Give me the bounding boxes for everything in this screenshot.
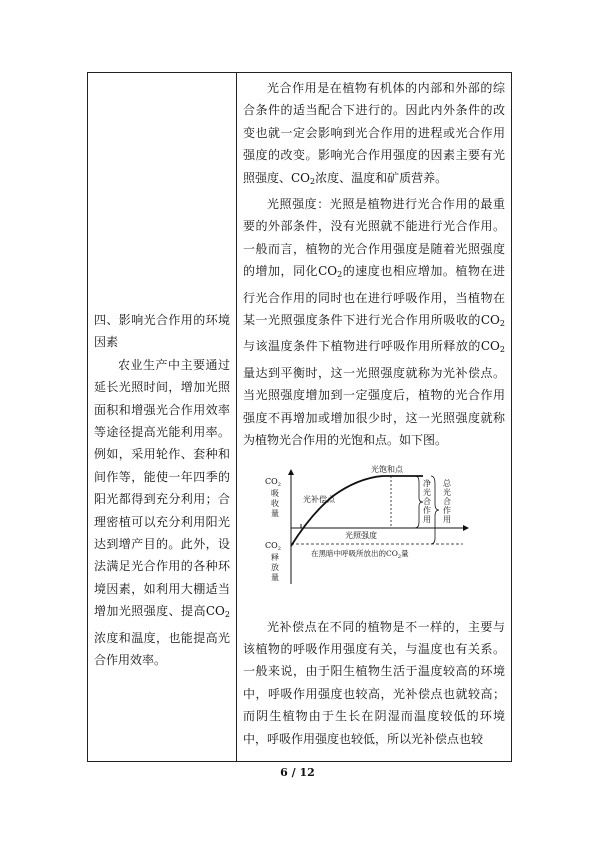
paragraph-light-intensity: 光照强度：光照是植物进行光合作用的最重要的外部条件，没有光照就不能进行光合作用。一般而言，植物的光合作用强度是随着光照强度的增加，同化$CO_2$的速度也相应增加。植物在进行光合作用的同时也在进行呼吸作用，当植物在某一光照强度条件下进行光合作用所吸收的$CO_2$与该温度条件下植物进行呼吸作用所释放的$CO_2$量达到平衡时，这一光照强度就称为光补偿点。当光照强度增加到一定强度后，植物的光合作用强度不再增加或增加很少时，这一光照强度就称为植物光合作用的光饱和点。如下图。 bbox=[243, 197, 505, 448]
light-response-diagram bbox=[263, 464, 483, 590]
left-column-text bbox=[94, 309, 230, 672]
x-axis-label: 光照强度 bbox=[345, 530, 377, 540]
total-label: 总光合作用 bbox=[443, 478, 451, 524]
light-response-figure bbox=[243, 464, 505, 590]
content-table bbox=[87, 72, 512, 762]
y-up-label-rest: 吸收量 bbox=[271, 488, 279, 518]
y-down-label: $CO_2$ bbox=[265, 540, 281, 552]
paragraph-intro: 光合作用是在植物有机体的内部和外部的综合条件的适当配合下进行的。因此内外条件的改变也就一定会影响到光合作用的进程或光合作用强度的改变。影响光合作用强度的因素主要有光照强度、$CO_2$浓度、温度和矿质营养。 bbox=[243, 81, 505, 186]
y-down-label-rest: 释放量 bbox=[271, 552, 279, 582]
left-column-cell bbox=[88, 73, 237, 762]
right-column-cell bbox=[237, 73, 512, 762]
net-brace bbox=[415, 476, 423, 528]
dark-respiration-label: 在黑暗中呼吸所放出的$CO_2$量 bbox=[311, 548, 409, 560]
compensation-label: 光补偿点 bbox=[303, 494, 335, 504]
section-heading: 四、影响光合作用的环境因素 bbox=[94, 313, 230, 350]
net-label: 净光合作用 bbox=[423, 478, 431, 524]
saturation-label: 光饱和点 bbox=[371, 464, 403, 474]
y-up-label: $CO_2$ bbox=[265, 476, 281, 488]
section-body: 农业生产中主要通过延长光照时间，增加光照面积和增强光合作用效率等途径提高光能利用率。例如，采用轮作、套种和间作等，能使一年四季的阳光都得到充分利用；合理密植可以充分利用阳光达到增产目的。此外，设法满足光合作用的各种环境因素，如利用大棚适当增加光照强度、提高$CO_2$浓度和温度，也能提高光合作用效率。 bbox=[94, 357, 230, 668]
page-number: 6 / 12 bbox=[280, 766, 315, 779]
total-brace bbox=[431, 476, 439, 544]
paragraph-compensation: 光补偿点在不同的植物是不一样的，主要与该植物的呼吸作用强度有关，与温度也有关系。一般来说，由于阳生植物生活于温度较高的环境中，呼吸作用强度也较高，光补偿点也就较高；而阴生植物由于生长在阴湿而温度较低的环境中，呼吸作用强度也较低，所以光补偿点也较 bbox=[243, 619, 505, 746]
